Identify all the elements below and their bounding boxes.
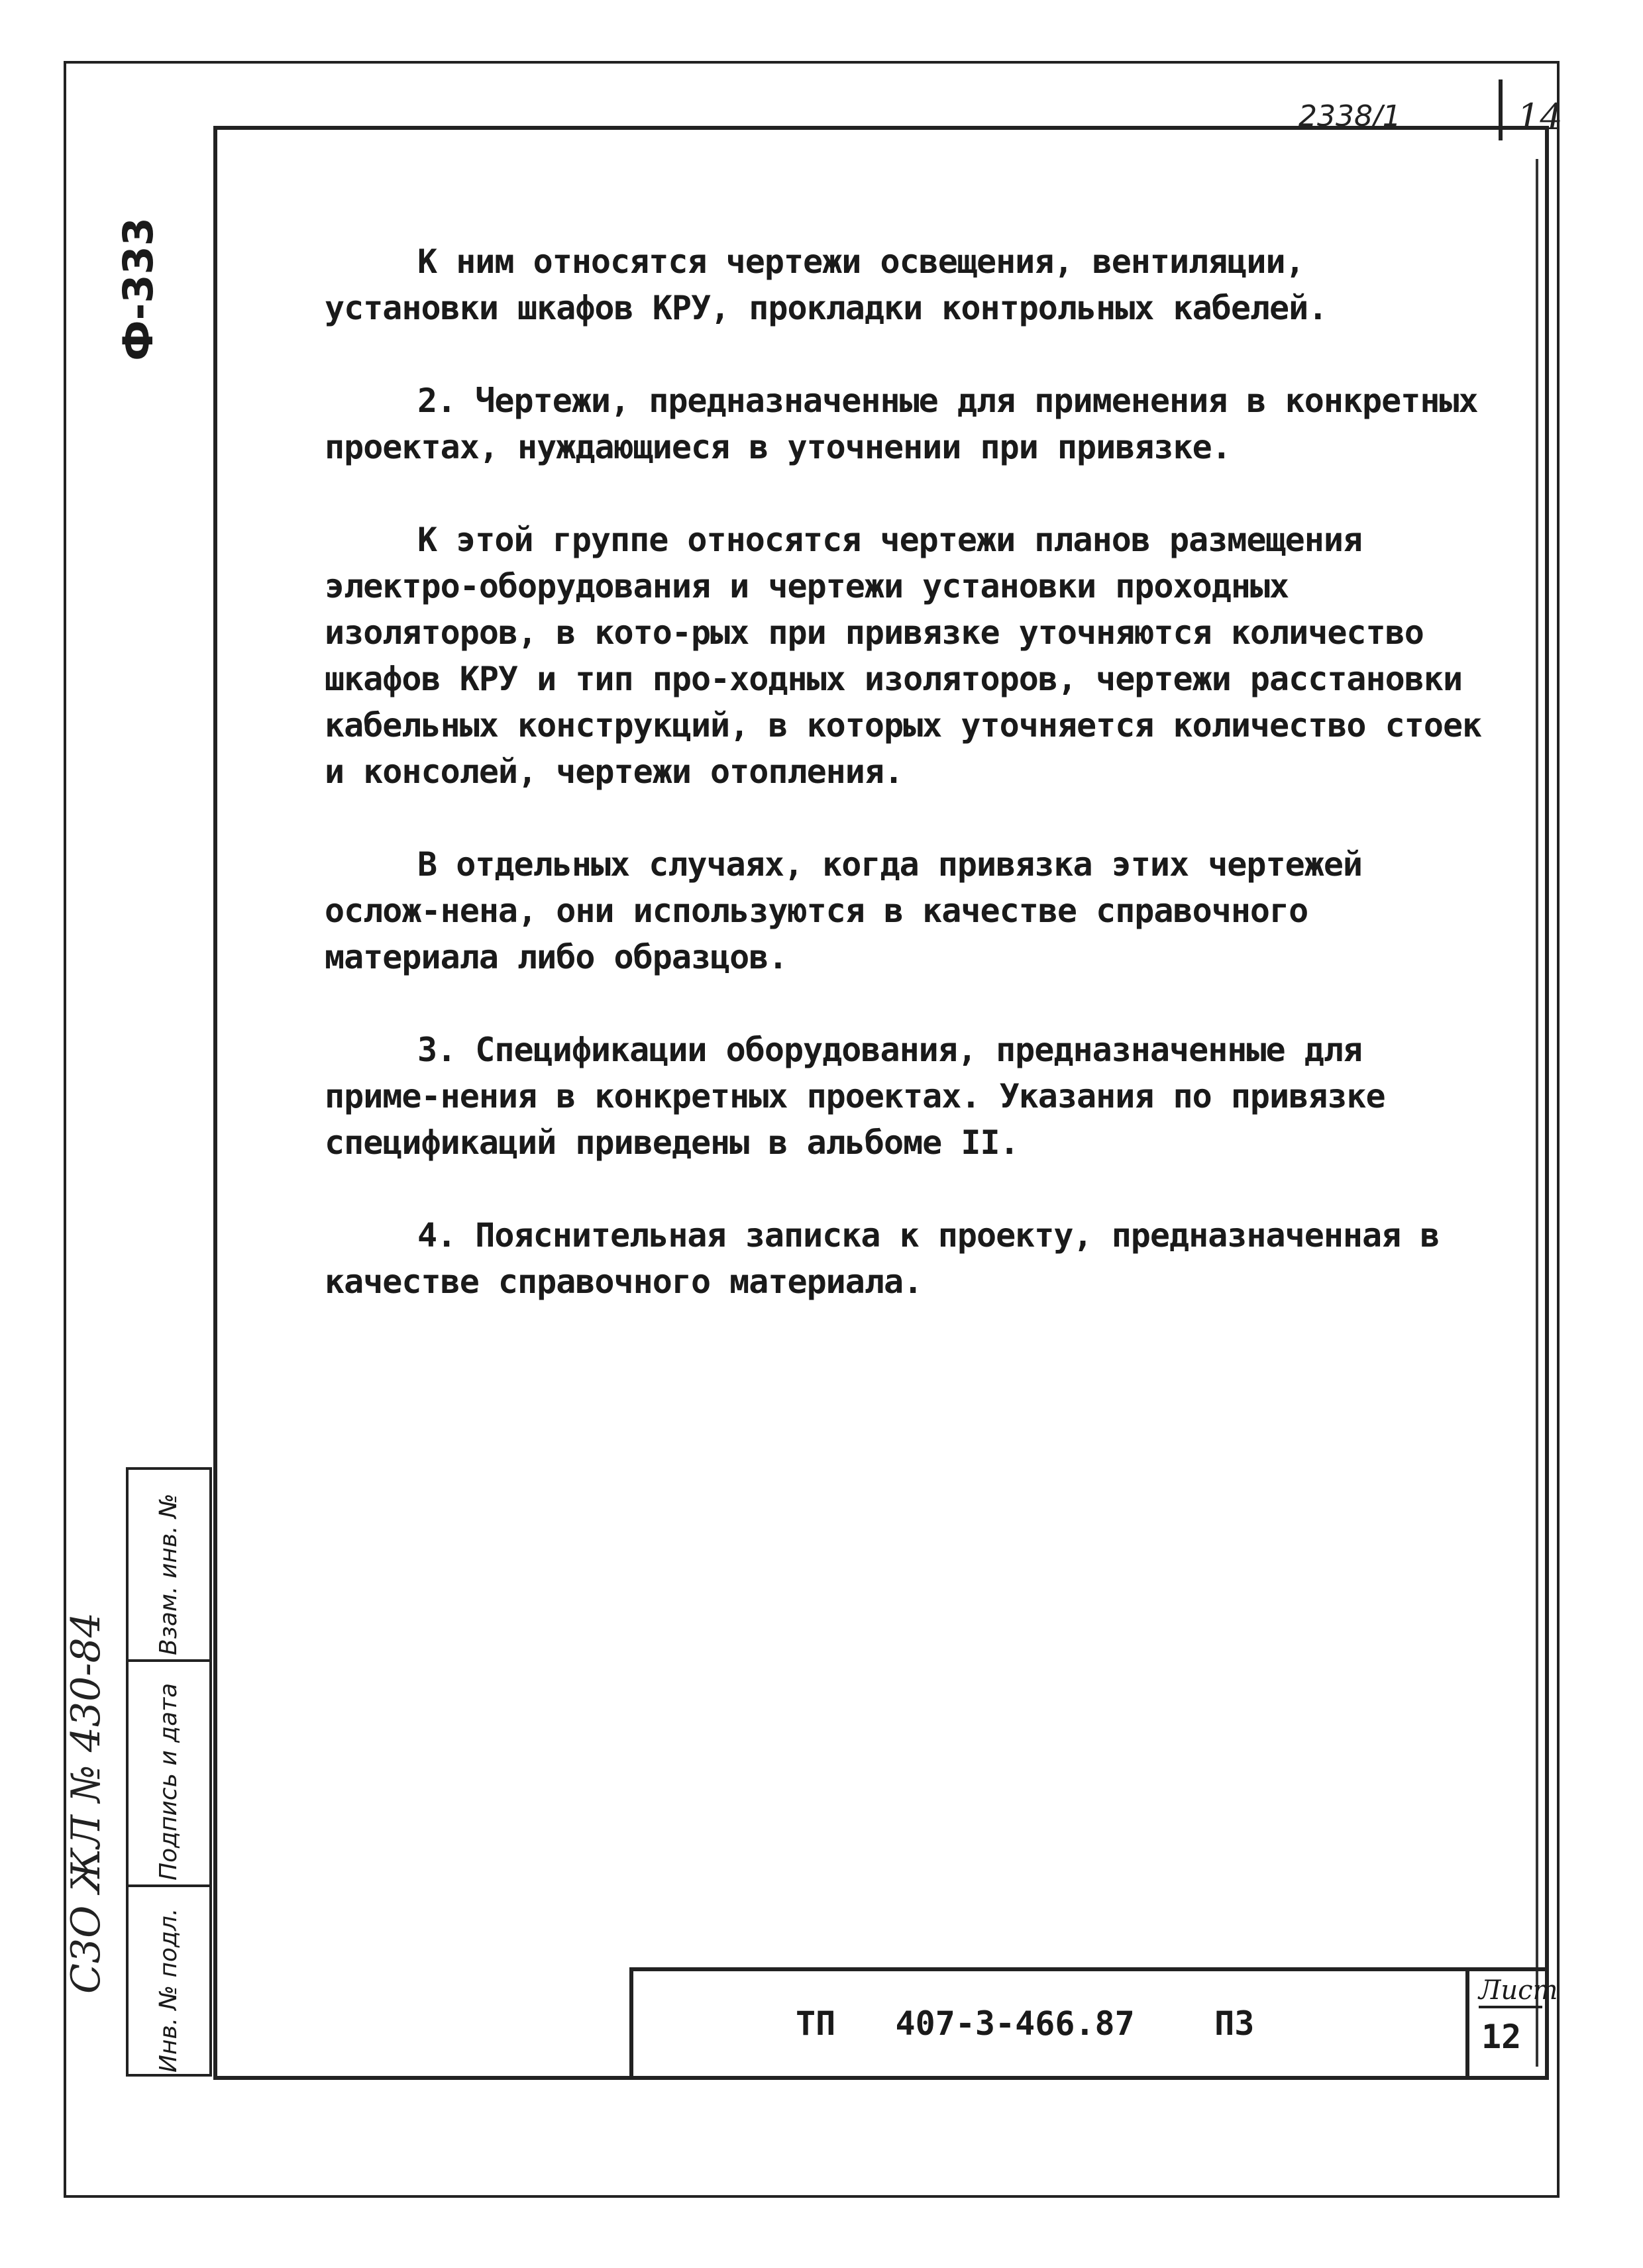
paragraph-text: К ним относятся чертежи освещения, вентиляции, установки шкафов КРУ, прокладки контрольных кабелей.	[325, 242, 1328, 327]
side-cell-label: Инв. № подл.	[155, 1908, 182, 2073]
paragraph-text: К этой группе относятся чертежи планов размещения электро-оборудования и чертежи установки проходных изоляторов, в кото-рых при привязке уточняются количество шкафов КРУ и тип про-ходных изоляторов, чертежи расстановки кабельных конструкций, в которых уточняется количество стоек и консолей, чертежи отопления.	[325, 521, 1482, 791]
sheet-number: 12	[1481, 2018, 1522, 2056]
paragraph-text: 2. Чертежи, предназначенные для применения в конкретных проектах, нуждающиеся в уточнении при привязке.	[325, 382, 1478, 466]
side-cell-signature	[129, 1662, 209, 1887]
paragraph-6	[325, 1212, 1491, 1305]
side-cell-inventory	[129, 1887, 209, 2077]
document-body	[325, 238, 1491, 1351]
side-cell-label: Подпись и дата	[155, 1682, 182, 1881]
paragraph-text: 4. Пояснительная записка к проекту, предназначенная в качестве справочного материала.	[325, 1216, 1440, 1301]
header-stamp: 2338/1	[1298, 99, 1401, 133]
paragraph-1	[325, 238, 1491, 331]
side-cell-label: Взам. инв. №	[155, 1493, 182, 1655]
side-approval-table	[126, 1467, 212, 2077]
paragraph-text: В отдельных случаях, когда привязка этих чертежей ослож-нена, они используются в качестве справочного материала либо образцов.	[325, 845, 1363, 976]
paragraph-2	[325, 378, 1491, 470]
paragraph-5	[325, 1027, 1491, 1166]
frame-divider	[1536, 159, 1538, 2067]
paragraph-3	[325, 517, 1491, 795]
handwritten-archive-note: С3О ЖЛ № 430-84	[63, 1612, 109, 1994]
sheet-label: Лист	[1479, 1975, 1542, 2008]
margin-code	[106, 192, 199, 391]
title-block	[629, 1967, 1558, 2079]
sheet-box	[1465, 1971, 1558, 2077]
margin-code-text: Ф-333	[113, 217, 162, 361]
paragraph-text: 3. Спецификации оборудования, предназначенные для приме-нения в конкретных проектах. Указания по привязке спецификаций приведены в альбоме II.	[325, 1031, 1385, 1162]
handwritten-page-number: 14	[1517, 96, 1563, 138]
side-cell-replace	[129, 1470, 209, 1662]
paragraph-4	[325, 841, 1491, 980]
document-number: ТП 407-3-466.87 ПЗ	[796, 2004, 1255, 2043]
